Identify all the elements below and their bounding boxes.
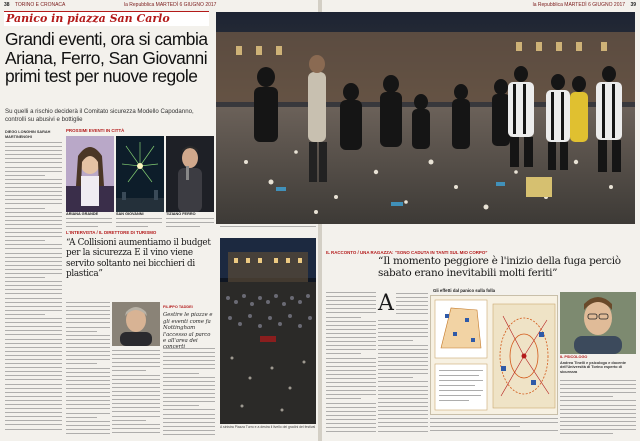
quote-left: “A Collisioni aumentiamo il budget per la sicurezza E il vino viene servito soltanto nei bicchieri di plastica” bbox=[66, 238, 211, 280]
event-photo-tiziano-ferro bbox=[166, 136, 214, 212]
interview-label-left: L'INTERVISTA / IL DIRETTORE DI TURISMO bbox=[66, 230, 157, 235]
psychologist-name: IL PSICOLOGO bbox=[560, 355, 588, 359]
crowd-photo-illustration bbox=[216, 12, 635, 224]
psychologist-portrait bbox=[560, 292, 636, 354]
section-label-left: TORINO E CRONACA bbox=[14, 2, 66, 8]
subheadline: Su quelli a rischio deciderà il Comitato sicurezza Modello Capodanno, controlli su abusivi e bottiglie bbox=[5, 108, 194, 123]
event-name: TIZIANO FERRO bbox=[166, 212, 196, 216]
psychologist-credit bbox=[560, 355, 636, 374]
crowd-map-infographic bbox=[430, 295, 558, 415]
main-headline: Grandi eventi, ora si cambia Ariana, Ferro, San Giovanni primi test per nuove regole bbox=[5, 29, 208, 86]
night-crowd-photo bbox=[220, 238, 316, 424]
article-column-5 bbox=[326, 292, 376, 436]
side-quote bbox=[163, 304, 215, 351]
map-footnote bbox=[430, 418, 558, 436]
singer-photo-icon bbox=[66, 136, 114, 212]
event-blurb-3 bbox=[166, 218, 214, 232]
folio-right bbox=[324, 2, 636, 12]
interviewee-portrait bbox=[112, 302, 160, 346]
portrait-photo-icon bbox=[112, 302, 160, 346]
fireworks-photo-icon bbox=[116, 136, 164, 212]
night-photo-caption: A sinistra Piazza Turro e a destra il livello dei gradini del festival bbox=[220, 425, 316, 429]
article-column-4 bbox=[163, 348, 215, 436]
psychologist-bio: Andrea Tinelli e psicologo e docente dell'Università di Torino esperto di sicurezza bbox=[560, 360, 626, 374]
byline: DIEGO LONGHIN SARAH MARTINENGHI bbox=[5, 130, 51, 139]
article-column-2 bbox=[66, 302, 110, 436]
events-names bbox=[66, 212, 214, 216]
section-title-bar bbox=[4, 11, 209, 26]
event-name: SAN GIOVANNI bbox=[116, 212, 144, 216]
drop-cap: A bbox=[378, 291, 394, 316]
drop-cap-text bbox=[396, 293, 428, 319]
date-left: la Repubblica MARTEDÌ 6 GIUGNO 2017 bbox=[124, 2, 217, 8]
event-photo-ariana bbox=[66, 136, 114, 212]
article-column-3 bbox=[112, 350, 160, 436]
piazza-map-icon bbox=[431, 296, 558, 415]
night-square-photo-icon bbox=[220, 238, 316, 424]
side-quote-author: FILIPPO TADDEI bbox=[163, 305, 193, 309]
page-number-left: 38 bbox=[4, 2, 10, 8]
quote-right: “Il momento peggiore è l'inizio della fuga perciò sabato erano inevitabili molti feriti” bbox=[378, 255, 621, 279]
article-column-7 bbox=[560, 380, 636, 436]
events-photo-strip bbox=[66, 136, 214, 212]
article-column-1 bbox=[5, 142, 62, 432]
photo-caption-left bbox=[220, 226, 316, 234]
event-name: ARIANA GRANDE bbox=[66, 212, 99, 216]
events-strip-title: PROSSIMI EVENTI IN CITTÀ bbox=[66, 128, 125, 133]
article-column-6 bbox=[378, 320, 428, 436]
map-title: Gli effetti dal panico sulla folla bbox=[433, 288, 496, 293]
performer-photo-icon bbox=[166, 136, 214, 212]
page-number-right: 39 bbox=[630, 2, 636, 8]
story-label-right: IL RACCONTO / UNA RAGAZZA: “SONO CADUTA IN TANTI SUL MIO CORPO” bbox=[326, 250, 488, 255]
portrait-photo-icon bbox=[560, 292, 636, 354]
hero-photo bbox=[216, 12, 635, 224]
date-right: la Repubblica MARTEDÌ 6 GIUGNO 2017 bbox=[532, 2, 626, 8]
section-title: Panico in piazza San Carlo bbox=[6, 12, 170, 25]
side-quote-text: Gestire le piazze e gli eventi come fa Nottingham l'accesso al parco e all'area dei bbox=[163, 312, 213, 345]
event-photo-san-giovanni bbox=[116, 136, 164, 212]
